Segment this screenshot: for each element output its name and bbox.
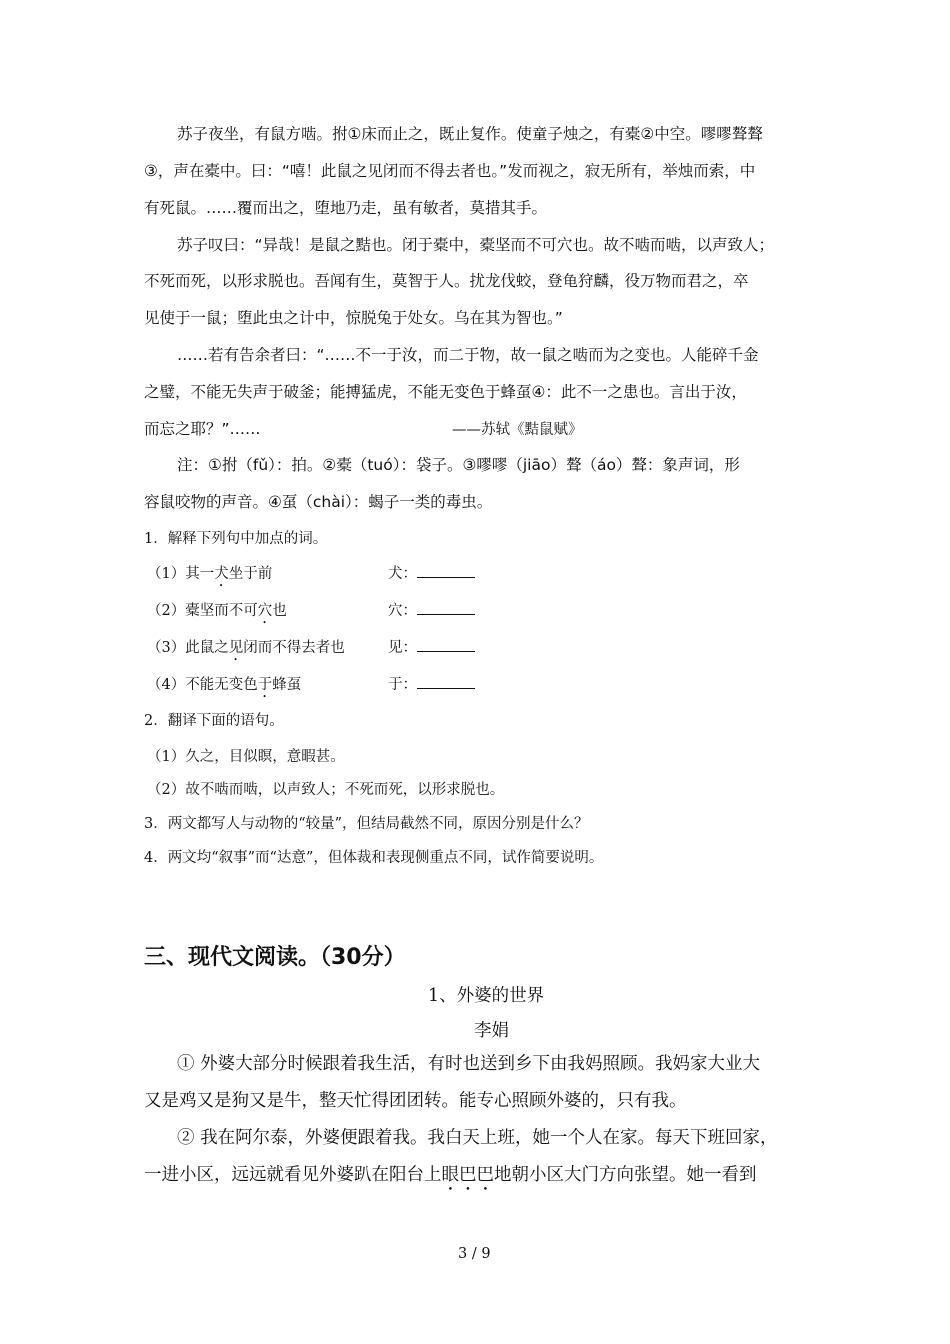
passage-line: 苏子夜坐，有鼠方啮。拊①床而止之，既止复作。使童子烛之，有橐②中空。嘐嘐聱聱 bbox=[177, 125, 763, 143]
passage-line: 不死而死，以形求脱也。吾闻有生，莫智于人。扰龙伐蛟，登龟狩麟，役万物而君之，卒 bbox=[144, 272, 749, 290]
q2-item: （1）久之，目似瞑，意暇甚。 bbox=[147, 749, 345, 765]
passage-source: ——苏轼《黠鼠赋》 bbox=[452, 422, 583, 438]
passage-line: 之璧，不能无失声于破釜；能搏猛虎，不能无变色于蜂虿④：此不一之患也。言出于汝， bbox=[144, 383, 747, 401]
article-title: 1、外婆的世界 bbox=[428, 986, 545, 1006]
q1-answer[interactable]: 于： bbox=[388, 673, 475, 694]
annotation-note: 注：①拊（fǔ）：拍。②橐（tuó）：袋子。③嘐嘐（jiāo）聱（áo）聱：象声词，形 bbox=[177, 456, 740, 474]
q1-answer[interactable]: 见： bbox=[388, 636, 475, 657]
article-author: 李娟 bbox=[474, 1021, 509, 1041]
page-number: 3 / 9 bbox=[458, 1246, 491, 1262]
article-line: ① 外婆大部分时候跟着我生活，有时也送到乡下由我妈照顾。我妈家大业大 bbox=[177, 1054, 761, 1074]
answer-blank[interactable] bbox=[417, 674, 475, 689]
article-line: 一进小区，远远就看见外婆趴在阳台上眼巴巴地朝小区大门方向张望。她一看到 bbox=[144, 1165, 757, 1185]
q1-item: （3）此鼠之见闭而不得去者也 bbox=[147, 640, 345, 656]
answer-blank[interactable] bbox=[417, 637, 475, 652]
passage-line: 见使于一鼠；堕此虫之计中，惊脱兔于处女。乌在其为智也。” bbox=[144, 309, 563, 327]
q1-item: （4）不能无变色于蜂虿 bbox=[147, 677, 302, 693]
article-line: ② 我在阿尔泰，外婆便跟着我。我白天上班，她一个人在家。每天下班回家， bbox=[177, 1128, 778, 1148]
passage-line: ……若有告余者曰：“……不一于汝，而二于物，故一鼠之啮而为之变也。人能碎千金 bbox=[177, 346, 759, 364]
passage-line: 而忘之耶？”…… bbox=[144, 420, 261, 438]
q1-answer[interactable]: 犬： bbox=[388, 562, 475, 583]
section-heading: 三、现代文阅读。（30分） bbox=[144, 945, 406, 970]
answer-blank[interactable] bbox=[417, 563, 475, 578]
q1-answer[interactable]: 穴： bbox=[388, 599, 475, 620]
q1-item: （2）橐坚而不可穴也 bbox=[147, 603, 287, 619]
question-2: 2．翻译下面的语句。 bbox=[144, 713, 284, 729]
passage-line: 苏子叹曰：“异哉！是鼠之黠也。闭于橐中，橐坚而不可穴也。故不啮而啮，以声致人； bbox=[177, 236, 775, 254]
answer-blank[interactable] bbox=[417, 600, 475, 615]
q2-item: （2）故不啮而啮，以声致人；不死而死，以形求脱也。 bbox=[147, 782, 505, 798]
article-line: 又是鸡又是狗又是牛，整天忙得团团转。能专心照顾外婆的，只有我。 bbox=[144, 1091, 687, 1111]
question-1: 1．解释下列句中加点的词。 bbox=[144, 531, 328, 547]
annotation-note: 容鼠咬物的声音。④虿（chài）：蝎子一类的毒虫。 bbox=[144, 493, 493, 511]
question-3: 3．两文都写人与动物的“较量”，但结局截然不同，原因分别是什么？ bbox=[144, 816, 589, 832]
passage-line: ③，声在橐中。曰：“嘻！此鼠之见闭而不得去者也。”发而视之，寂无所有，举烛而索，中 bbox=[144, 162, 756, 180]
passage-line: 有死鼠。……覆而出之，堕地乃走，虽有敏者，莫措其手。 bbox=[144, 199, 548, 217]
question-4: 4．两文均“叙事”而“达意”，但体裁和表现侧重点不同，试作简要说明。 bbox=[144, 850, 604, 866]
q1-item: （1）其一犬坐于前 bbox=[147, 566, 273, 582]
